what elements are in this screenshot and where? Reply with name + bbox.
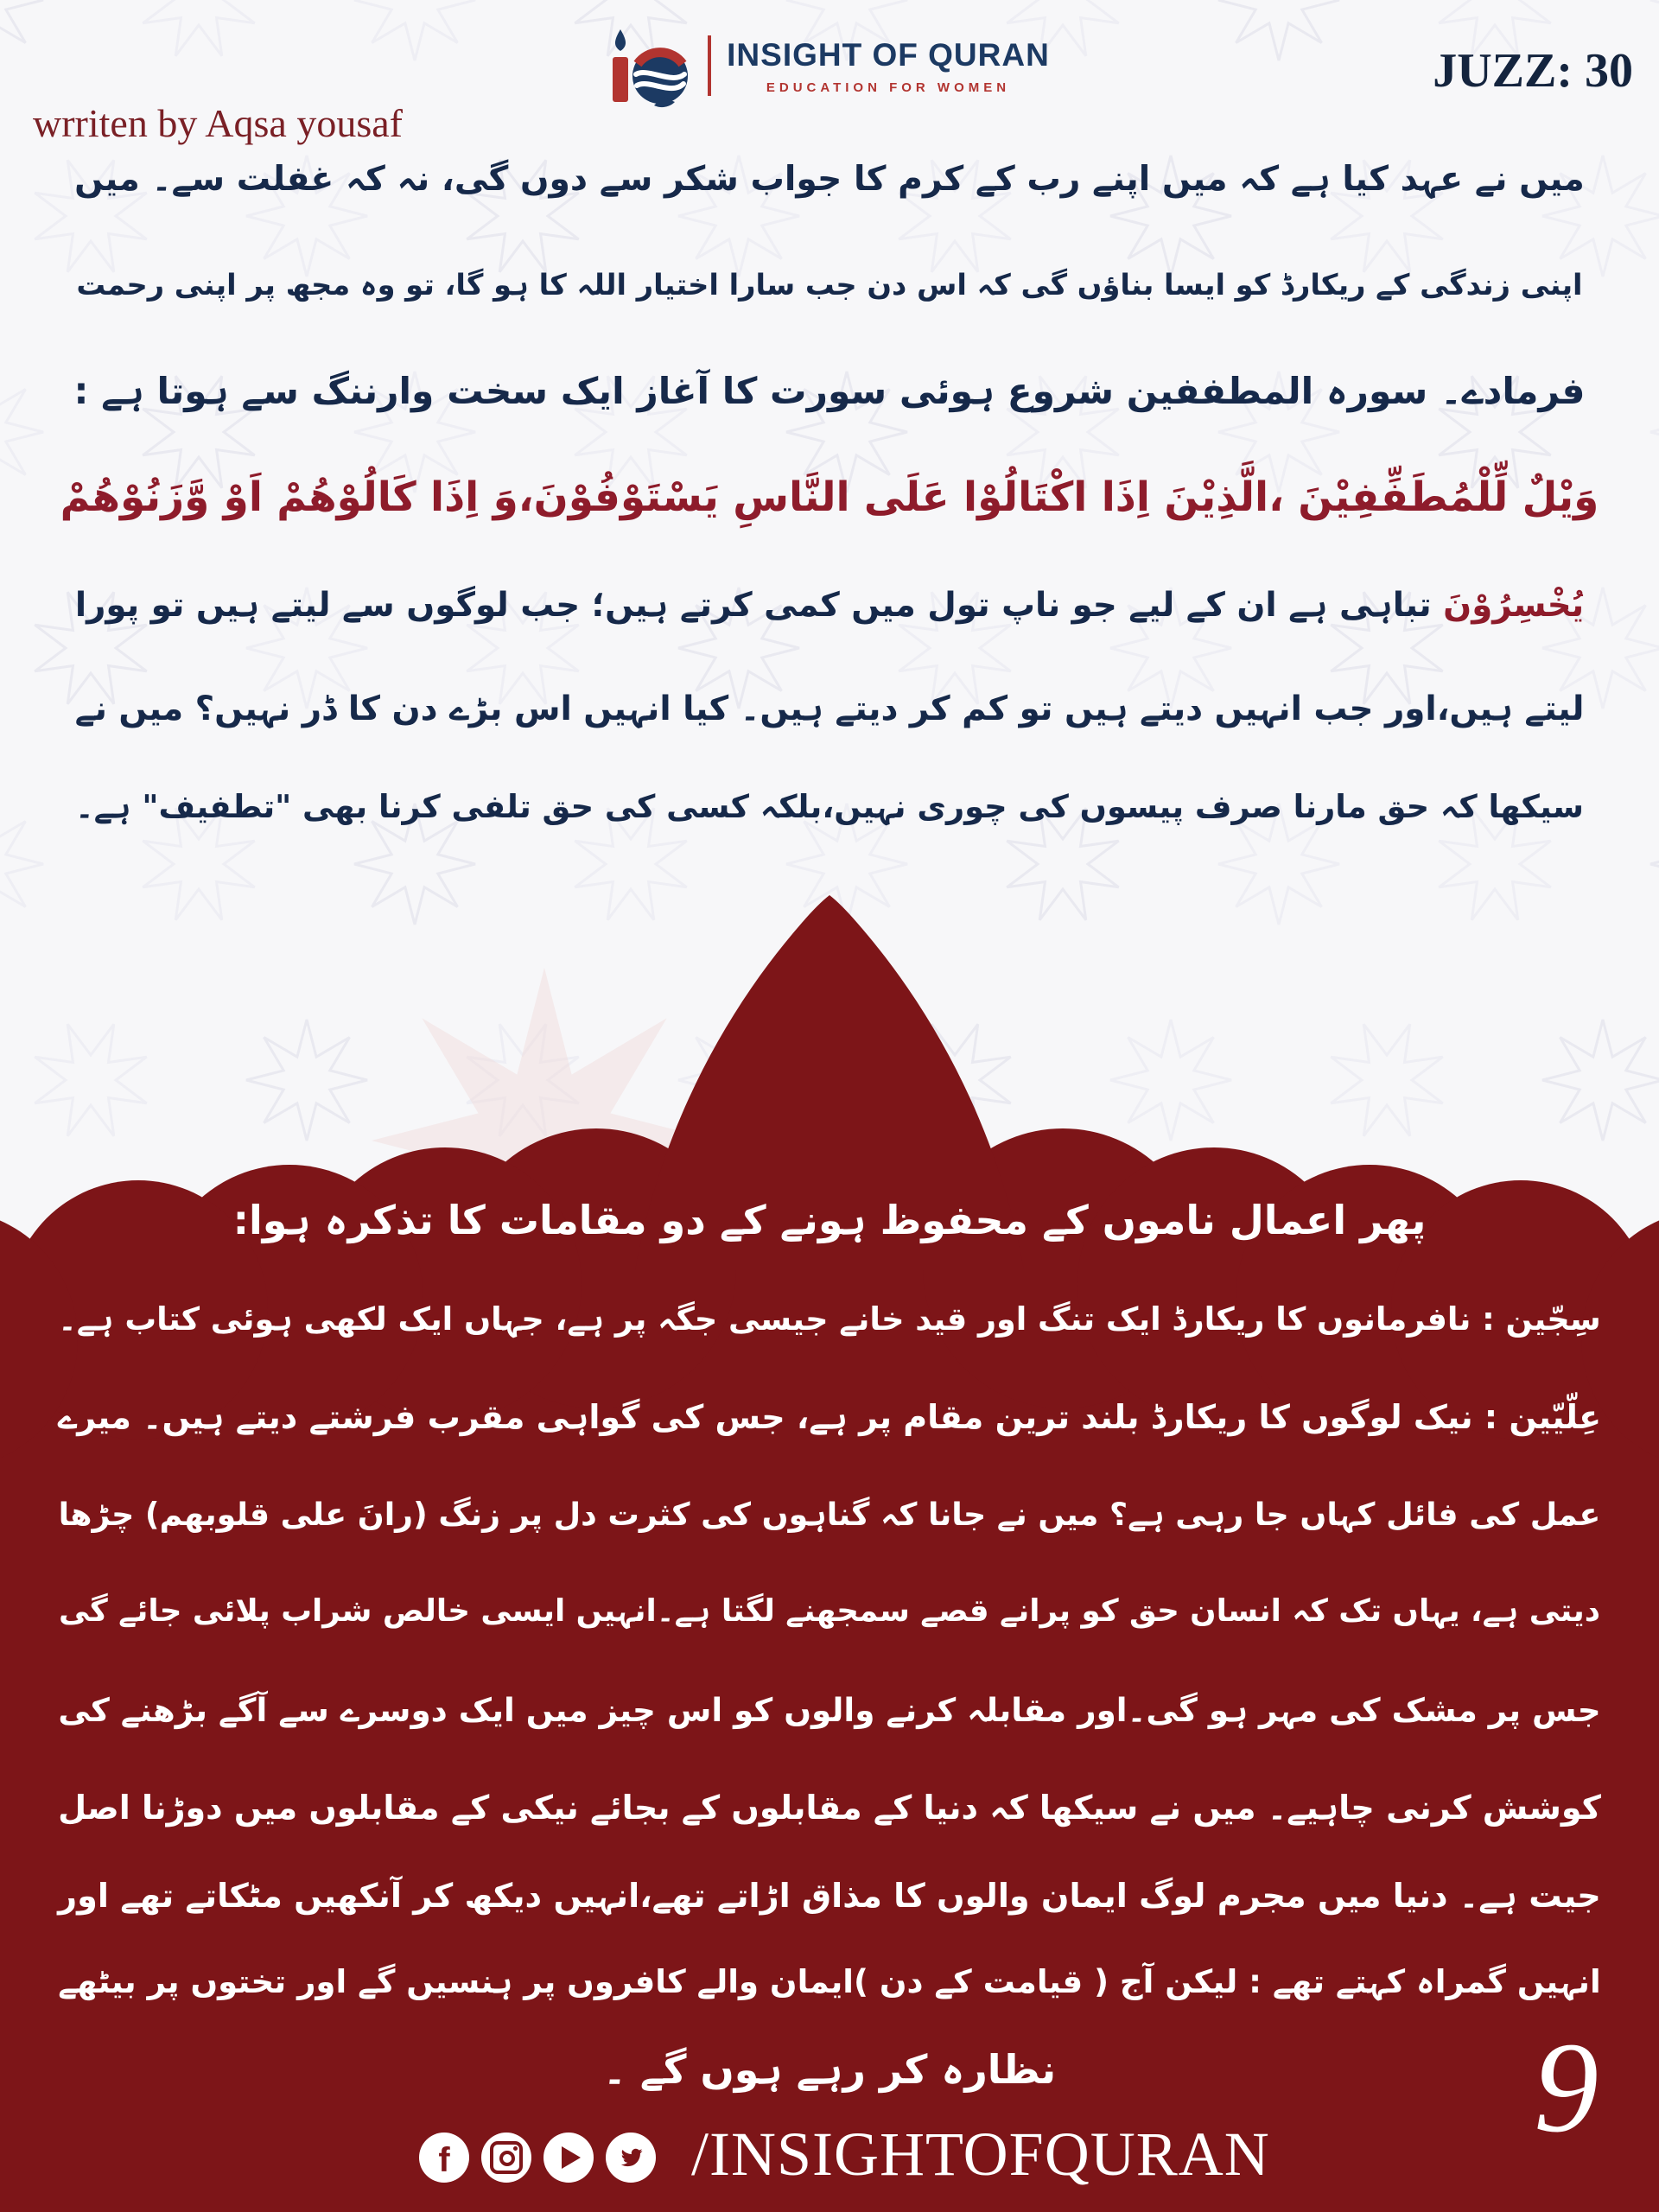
twitter-icon[interactable] — [606, 2133, 656, 2183]
dome-line: جیت ہے۔ دنیا میں مجرم لوگ ایمان والوں کا مذاق اڑاتے تھے،انہیں دیکھ کر آنکھیں مٹکاتے تھے اور — [58, 1878, 1601, 1916]
dome-line: نظارہ کر رہے ہوں گے ۔ — [602, 2046, 1057, 2093]
dome-line: سِجّین : نافرمانوں کا ریکارڈ ایک تنگ اور قید خانے جیسی جگہ پر ہے، جہاں ایک لکھی ہوئی کتاب ہے۔ — [58, 1300, 1601, 1338]
dome-line: دیتی ہے، یہاں تک کہ انسان حق کو پرانے قصے سمجھنے لگتا ہے۔انہیں ایسی خالص شراب پلائی جائے گی — [58, 1593, 1601, 1629]
dome-line: پھر اعمال ناموں کے محفوظ ہونے کے دو مقامات کا تذکرہ ہوا: — [232, 1197, 1427, 1243]
logo-divider — [708, 35, 711, 96]
body-line: فرمادے۔ سورہ المطففین شروع ہوئی سورت کا آغاز ایک سخت وارننگ سے ہوتا ہے : — [73, 370, 1586, 412]
body-line-text: تباہی ہے ان کے لیے جو ناپ تول میں کمی کرتے ہیں؛ جب لوگوں سے لیتے ہیں تو پورا — [74, 586, 1432, 625]
dome-line: کوشش کرنی چاہیے۔ میں نے سیکھا کہ دنیا کے مقابلوں کے بجائے نیکی کے مقابلوں میں دوڑنا اصل — [58, 1789, 1601, 1827]
youtube-icon[interactable] — [543, 2133, 594, 2183]
byline: wrriten by Aqsa yousaf — [33, 101, 403, 145]
body-line: اپنی زندگی کے ریکارڈ کو ایسا بناؤں گی کہ اس دن جب سارا اختیار اللہ کا ہو گا، تو وہ مجھ پر اپنی رحمت — [76, 268, 1583, 302]
dome-line: انہیں گمراہ کہتے تھے : لیکن آج ( قیامت کے دن )ایمان والے کافروں پر ہنسیں گے اور تختوں پر بیٹھے — [58, 1963, 1601, 2000]
instagram-icon[interactable] — [481, 2133, 531, 2183]
body-line: سیکھا کہ حق مارنا صرف پیسوں کی چوری نہیں،بلکہ کسی کی حق تلفی کرنا بھی "تطفیف" ہے۔ — [75, 788, 1584, 825]
brand-logo-icon — [609, 22, 692, 109]
social-icons — [419, 2133, 656, 2183]
facebook-icon[interactable]: f — [419, 2133, 469, 2183]
social-handle[interactable]: /INSIGHTOFQURAN — [691, 2120, 1270, 2189]
body-line: میں نے عہد کیا ہے کہ میں اپنے رب کے کرم کا جواب شکر سے دوں گی، نہ کہ غفلت سے۔ میں — [74, 160, 1585, 199]
dome-line: عمل کی فائل کہاں جا رہی ہے؟ میں نے جانا کہ گناہوں کی کثرت دل پر زنگ (رانَ علی قلوبھم) چڑھا — [58, 1496, 1601, 1533]
body-line: لیتے ہیں،اور جب انہیں دیتے ہیں تو کم کر دیتے ہیں۔ کیا انہیں اس بڑے دن کا ڈر نہیں؟ میں نے — [74, 690, 1585, 728]
flame-icon — [615, 29, 626, 51]
arabic-verse: وَیْلٌ لِّلْمُطَفِّفِیْنَ ،الَّذِیْنَ اِذَا اکْتَالُوْا عَلَی النَّاسِ یَسْتَوْفُوْنَ،وَ اِذَا کَالُوْھُمْ اَوْ وَّزَنُوْھُمْ — [60, 474, 1599, 521]
brand-logo — [0, 22, 1659, 109]
logo-subtitle: EDUCATION FOR WOMEN — [766, 79, 1011, 95]
dome-line: جس پر مشک کی مہر ہو گی۔اور مقابلہ کرنے والوں کو اس چیز میں ایک دوسرے سے آگے بڑھنے کی — [58, 1691, 1601, 1729]
logo-title: INSIGHT OF QURAN — [727, 36, 1050, 73]
juzz-label: JUZZ: 30 — [1433, 44, 1633, 98]
dome-line: عِلّیّین : نیک لوگوں کا ریکارڈ بلند ترین مقام پر ہے، جس کی گواہی مقرب فرشتے دیتے ہیں۔ میرے — [57, 1398, 1602, 1436]
page-number: 9 — [1534, 2016, 1599, 2159]
body-line — [65, 586, 1594, 625]
arabic-lead-word: یُخْسِرُوْنَ — [1443, 586, 1585, 625]
